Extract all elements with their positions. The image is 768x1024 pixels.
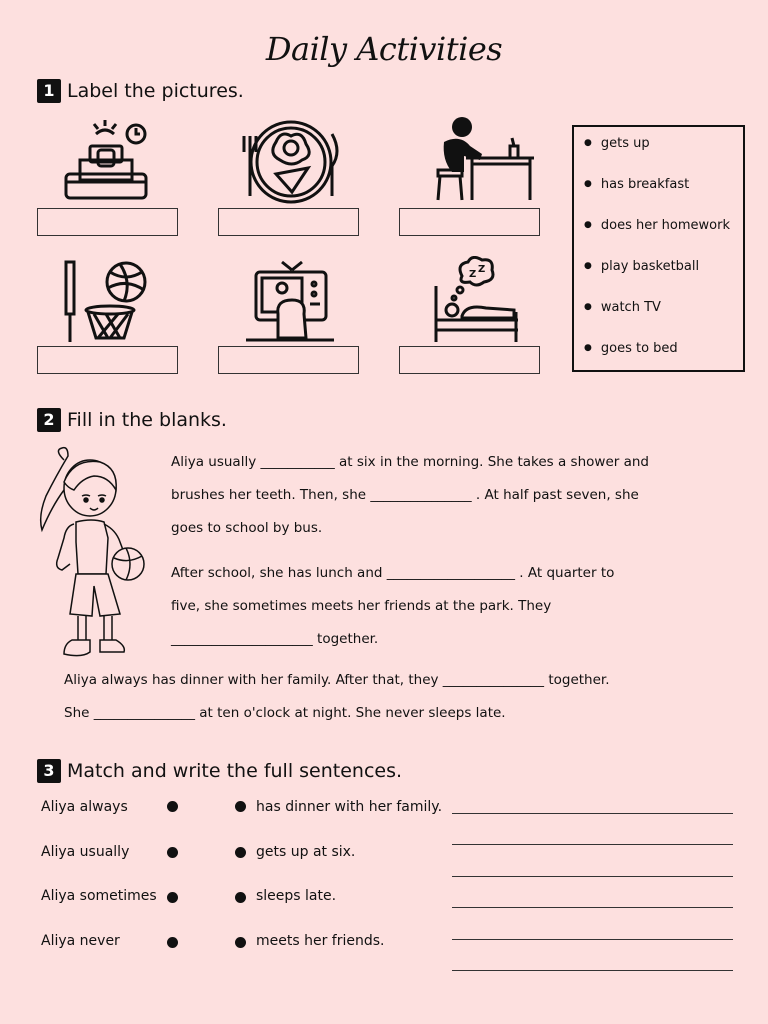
paragraph-line: five, she sometimes meets her friends at the park. They [171,598,552,614]
paragraph-line: brushes her teeth. Then, she _______________ . At half past seven, she [171,487,639,503]
match-dot-right[interactable] [235,937,246,948]
section-title: Match and write the full sentences. [67,760,403,782]
match-right-item: gets up at six. [256,844,356,860]
match-right-item: has dinner with her family. [256,799,443,815]
match-dot-left[interactable] [167,892,178,903]
writing-line[interactable] [452,876,733,877]
match-dot-right[interactable] [235,892,246,903]
match-dot-left[interactable] [167,847,178,858]
basketball-hoop-icon [58,258,168,348]
word-bank [572,125,745,372]
word-bank-item: ● has breakfast [584,177,689,192]
section-2-heading [37,408,227,432]
answer-box-1[interactable] [37,208,178,236]
sleep-bed-icon [426,256,536,346]
paragraph-line: Aliya always has dinner with her family. After that, they _______________ together. [64,672,610,688]
match-dot-right[interactable] [235,847,246,858]
paragraph-3 [64,664,732,730]
section-number: 2 [37,408,61,432]
section-title: Label the pictures. [67,80,244,102]
match-dot-left[interactable] [167,937,178,948]
match-left-item: Aliya never [41,933,120,949]
word-bank-item: ● goes to bed [584,341,678,356]
section-1-heading [37,79,244,103]
section-title: Fill in the blanks. [67,409,227,431]
paragraph-line: After school, she has lunch and ___________________ . At quarter to [171,565,615,581]
match-right-item: sleeps late. [256,888,337,904]
breakfast-plate-icon [236,116,346,206]
match-dot-right[interactable] [235,801,246,812]
match-right-item: meets her friends. [256,933,385,949]
worksheet-title: Daily Activities [265,30,503,68]
match-left-item: Aliya sometimes [41,888,157,904]
word-bank-item: ● watch TV [584,300,661,315]
svg-text:Z: Z [478,264,486,275]
writing-line[interactable] [452,970,733,971]
homework-desk-icon [430,116,540,206]
word-bank-item: ● gets up [584,136,650,151]
writing-line[interactable] [452,907,733,908]
word-bank-item: ● does her homework [584,218,730,233]
word-bank-item: ● play basketball [584,259,699,274]
match-left-item: Aliya usually [41,844,130,860]
answer-box-4[interactable] [37,346,178,374]
paragraph-line: _____________________ together. [171,631,379,647]
answer-box-2[interactable] [218,208,359,236]
girl-with-basketball-illustration [34,446,154,664]
match-left-item: Aliya always [41,799,128,815]
writing-line[interactable] [452,844,733,845]
svg-text:Z: Z [469,269,477,280]
answer-box-6[interactable] [399,346,540,374]
wake-up-icon [52,116,162,206]
paragraph-2 [171,557,733,656]
watch-tv-icon [236,258,346,348]
answer-box-5[interactable] [218,346,359,374]
answer-box-3[interactable] [399,208,540,236]
paragraph-line: Aliya usually ___________ at six in the morning. She takes a shower and [171,454,649,470]
paragraph-line: She _______________ at ten o'clock at night. She never sleeps late. [64,705,506,721]
section-3-heading [37,759,402,783]
section-number: 3 [37,759,61,783]
paragraph-line: goes to school by bus. [171,520,323,536]
section-number: 1 [37,79,61,103]
writing-line[interactable] [452,939,733,940]
match-dot-left[interactable] [167,801,178,812]
writing-line[interactable] [452,813,733,814]
paragraph-1 [171,446,733,545]
